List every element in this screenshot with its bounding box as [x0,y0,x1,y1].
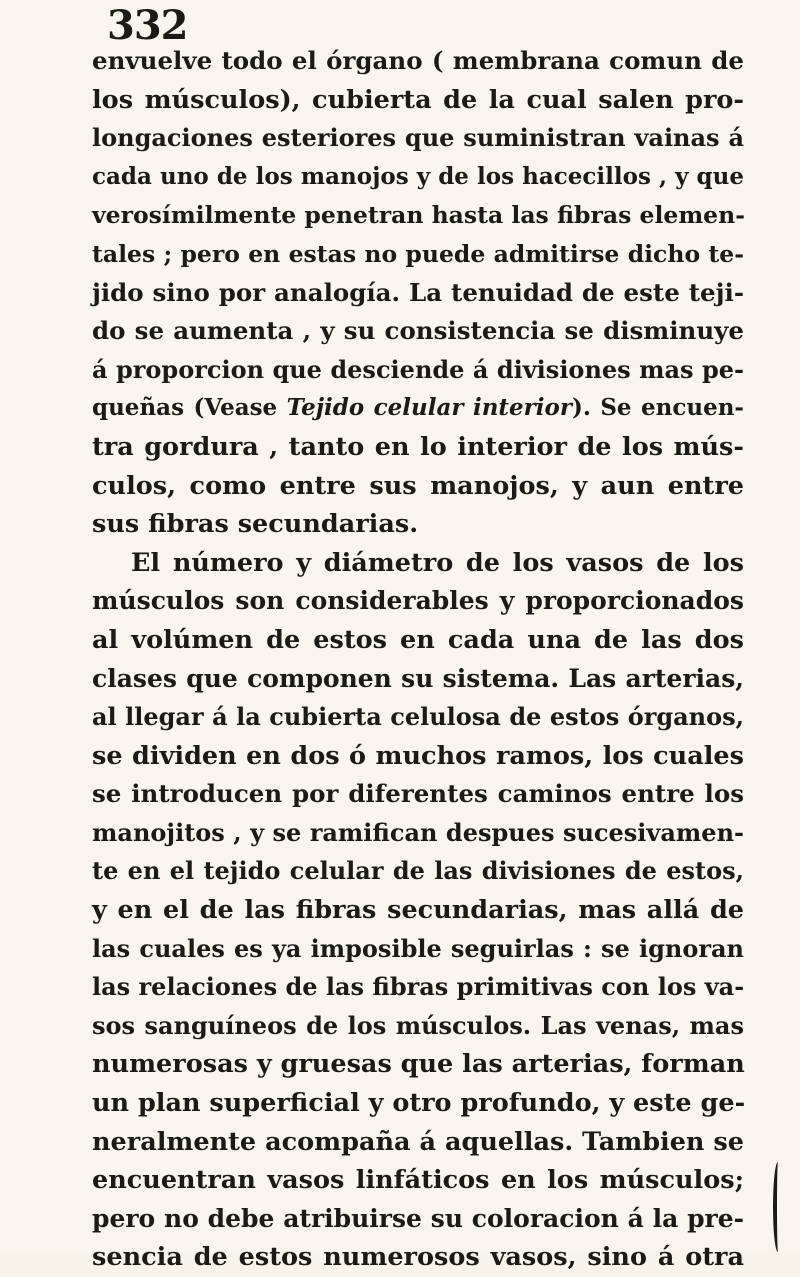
text-line: un plan superficial y otro profundo, y este ge- [92,1088,746,1119]
text-line: los músculos), cubierta de la cual salen pro- [92,84,744,115]
text-line: culos, como entre sus manojos, y aun entre [92,470,744,501]
text-line: al llegar á la cubierta celulosa de estos órganos, [92,702,744,732]
text-line: manojitos , y se ramifican despues sucesivamen- [92,817,744,847]
text-line: músculos son considerables y proporcionados [92,586,744,616]
text-line: neralmente acompaña á aquellas. Tambien se [92,1126,744,1157]
text-line: verosímilmente penetran hasta las fibras elemen- [92,201,745,230]
paragraph-first-line: El número y diámetro de los vasos de los [131,547,744,578]
text-line: se introducen por diferentes caminos entre los [92,779,744,809]
text-line: tales ; pero en estas no puede admitirse dicho te- [92,239,744,268]
text-line: te en el tejido celular de las divisiones de estos, [92,856,744,886]
page-edge-mark [773,1162,783,1252]
text-line: las relaciones de las fibras primitivas con los va- [92,972,745,1002]
text-line-with-reference [92,389,744,428]
text-line: tra gordura , tanto en lo interior de los mús- [92,431,744,462]
text-line: las cuales es ya imposible seguirlas : se ignoran [92,933,744,963]
line-text-before: queñas (Vease [92,394,287,422]
text-line: cada uno de los manojos y de los hacecillos , y que [92,162,744,190]
text-line: sus fibras secundarias. [92,509,419,540]
text-line: clases que componen su sistema. Las arterias, [92,663,744,693]
text-line: sencia de estos numerosos vasos, sino á otra [92,1242,744,1273]
text-line: se dividen en dos ó muchos ramos, los cuales [92,740,744,771]
body-text [92,42,744,1277]
text-line: encuentran vasos linfáticos en los músculos; [92,1165,744,1196]
cross-reference: Tejido celular interior [286,394,572,422]
text-line: sos sanguíneos de los músculos. Las venas, mas [92,1010,744,1040]
text-line: jido sino por analogía. La tenuidad de este teji- [92,277,744,307]
text-line: al volúmen de estos en cada una de las dos [92,624,744,655]
text-line: longaciones esteriores que suministran vainas á [92,123,744,153]
page-number: 332 [107,2,188,49]
text-line: á proporcion que desciende á divisiones mas pe- [92,354,744,384]
text-line: numerosas y gruesas que las arterias, forman [92,1049,745,1080]
text-line: y en el de las fibras secundarias, mas allá de [92,895,744,926]
text-line: pero no debe atribuirse su coloracion á la pre- [92,1203,744,1233]
text-line: envuelve todo el órgano ( membrana comun de [92,46,744,75]
line-text-after: ). Se encuen- [571,394,744,422]
text-line: do se aumenta , y su consistencia se disminuye [92,316,744,346]
